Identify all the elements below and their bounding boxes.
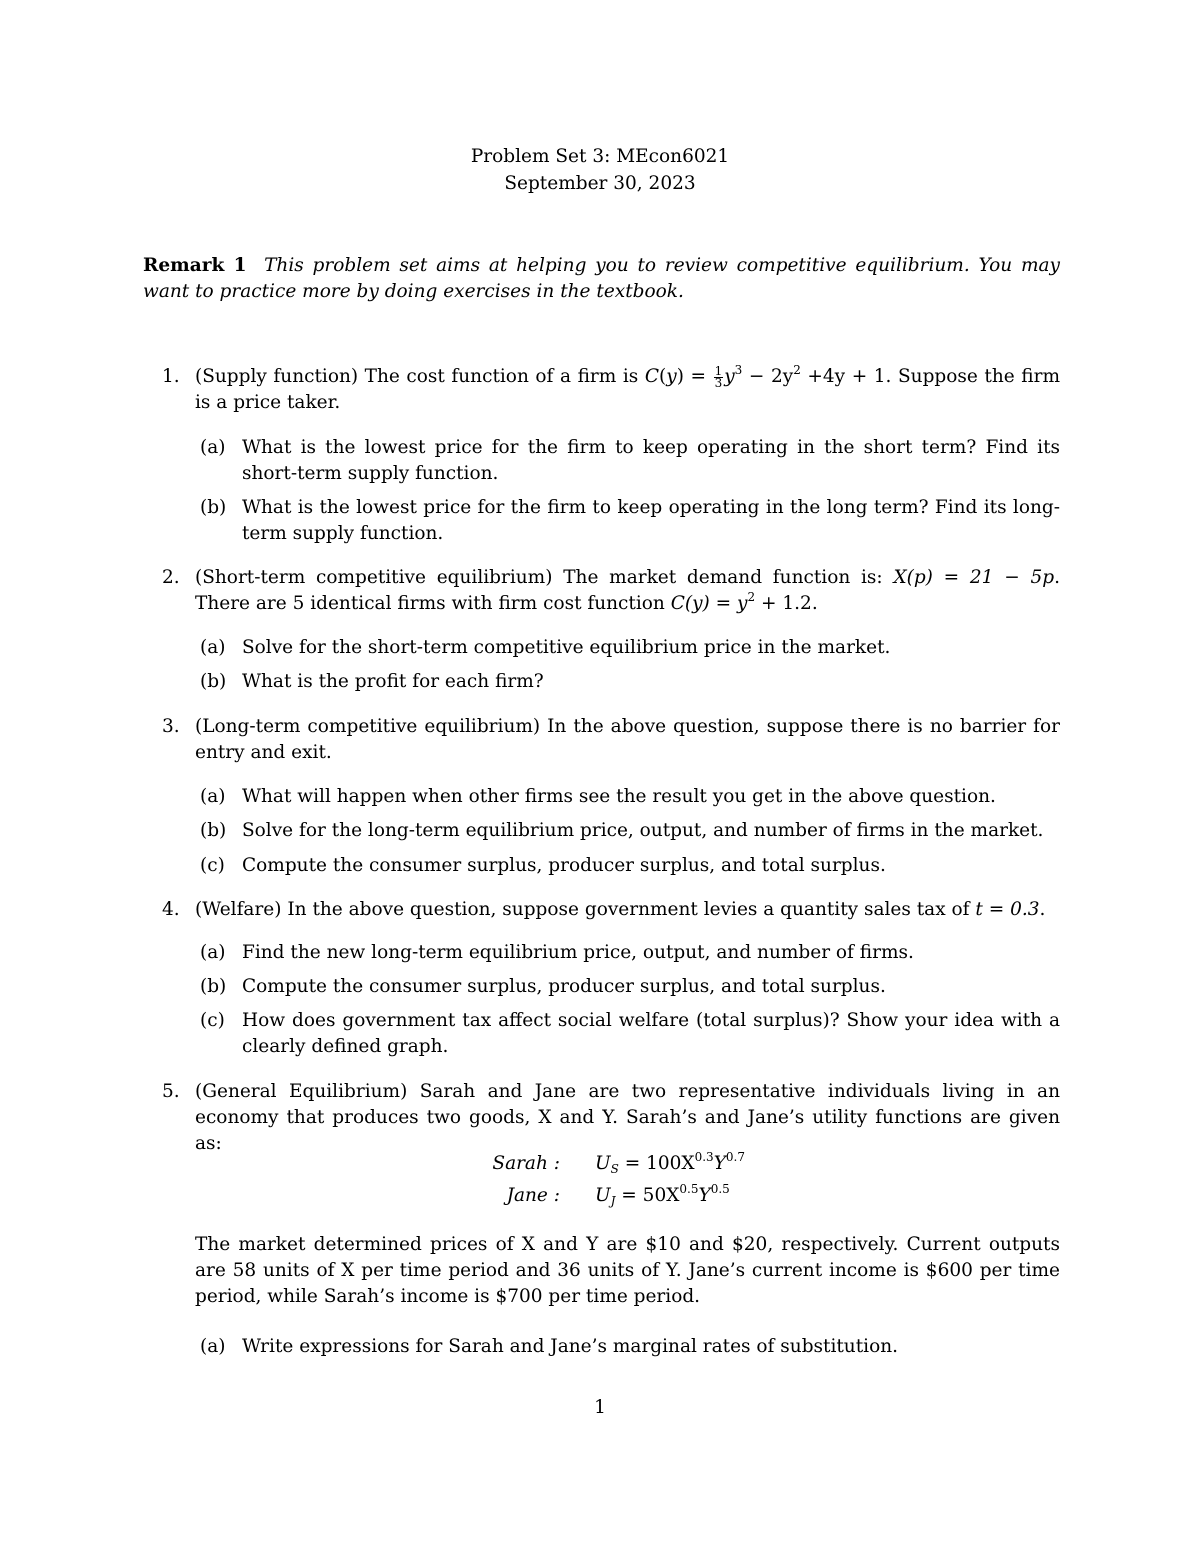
problem-text (195, 565, 1060, 617)
part-label: (b) (200, 976, 227, 997)
formula-exponent: 2 (793, 363, 801, 377)
problem-lead: (Welfare) In the above question, suppose government levies a quantity sales tax of (195, 899, 970, 920)
tax-value: t = 0.3 (975, 899, 1040, 920)
problem-text: (General Equilibrium) Sarah and Jane are two representative individuals living in an economy that produces two goods, X and Y. Sarah’s and Jane’s utility functions are given as: (195, 1081, 1060, 1154)
problem-text: (Supply function) The cost function of a firm is C(y) = $\frac{1}{3}$ $y^3 - 2y^2 +4y + 1$. Suppose the firm is a price taker. (195, 363, 1061, 413)
part-text: Find the new long-term equilibrium price, output, and number of firms. (242, 942, 914, 963)
part-text: Solve for the short-term competitive equilibrium price in the market. (242, 637, 891, 658)
problem-mid: . There are 5 identical firms with firm cost function (195, 567, 1060, 614)
problem-text (195, 897, 1060, 923)
formula-part: Y (698, 1185, 711, 1206)
problem-tail: . (811, 593, 818, 614)
remark-text: This problem set aims at helping you to review competitive equilibrium. You may want to practice more by doing exercises in the textbook. (143, 255, 1060, 302)
problem-number: 1. (162, 366, 180, 387)
remark-label: Remark 1 (143, 255, 247, 276)
formula-part: y (724, 366, 735, 387)
part-label: (a) (200, 942, 226, 963)
part-label: (b) (200, 671, 227, 692)
equation-label: Sarah : (492, 1153, 560, 1174)
equation-expression (595, 1183, 730, 1209)
problem-lead: (Supply function) The cost function of a firm is (195, 366, 639, 387)
document-title: Problem Set 3: MEcon6021 (470, 146, 730, 167)
formula-exponent: 0.3 (694, 1150, 714, 1164)
problem-number: 2. (162, 567, 180, 588)
formula-part: +4y + 1 (807, 366, 886, 387)
problem-number: 5. (162, 1081, 180, 1102)
part-text: What is the lowest price for the firm to keep operating in the short term? Find its short-term supply function. (242, 437, 1060, 484)
formula-subscript: S (610, 1162, 619, 1176)
part-label: (c) (200, 855, 225, 876)
equation-label: Jane : (506, 1185, 560, 1206)
part-label: (b) (200, 820, 227, 841)
problem-number: 4. (162, 899, 180, 920)
part-text: What is the lowest price for the firm to keep operating in the long term? Find its long-term supply function. (242, 497, 1060, 544)
formula-exponent: 0.5 (679, 1182, 699, 1196)
part-label: (a) (200, 1336, 226, 1357)
demand-function: X(p) = 21 − 5p (893, 567, 1055, 588)
problem-number: 3. (162, 716, 180, 737)
formula-part: U (595, 1153, 611, 1174)
page-number: 1 (594, 1397, 606, 1418)
part-label: (b) (200, 497, 227, 518)
part-label: (a) (200, 637, 226, 658)
formula-exponent: 3 (734, 363, 743, 377)
formula-part: = 50X (621, 1185, 680, 1206)
formula-subscript: J (610, 1194, 616, 1208)
formula-part: = 100X (624, 1153, 695, 1174)
part-text: Write expressions for Sarah and Jane’s marginal rates of substitution. (242, 1336, 899, 1357)
formula-part: U (595, 1185, 611, 1206)
formula-part: Y (713, 1153, 726, 1174)
formula-part: = (690, 366, 706, 387)
part-label: (c) (200, 1010, 225, 1031)
fraction (714, 363, 724, 390)
formula-exponent: 0.7 (725, 1150, 745, 1164)
part-text: What is the profit for each firm? (242, 671, 544, 692)
part-label: (a) (200, 786, 226, 807)
part-label: (a) (200, 437, 226, 458)
problem-text: (Long-term competitive equilibrium) In the above question, suppose there is no barrier for entry and exit. (195, 716, 1060, 763)
part-text: What will happen when other firms see the result you get in the above question. (242, 786, 996, 807)
part-text: Compute the consumer surplus, producer surplus, and total surplus. (242, 976, 886, 997)
problem-lead: (Short-term competitive equilibrium) The market demand function is: (195, 567, 883, 588)
fraction-denominator: 3 (714, 375, 723, 390)
formula-part: C (644, 366, 660, 387)
fraction-numerator: 1 (714, 363, 723, 378)
part-text: Solve for the long-term equilibrium price, output, and number of firms in the market. (242, 820, 1044, 841)
document-date: September 30, 2023 (504, 173, 696, 194)
problem-paragraph: The market determined prices of X and Y are $10 and $20, respectively. Current outputs are 58 units of X per time period and 36 units of Y. Jane’s current income is $600 per time period, while Sarah’s income is $700 per time period. (195, 1234, 1060, 1307)
formula-exponent: 2 (747, 590, 756, 604)
cost-function: C(y) = y (670, 593, 748, 614)
remark (143, 253, 1060, 305)
formula-part: y (666, 366, 677, 387)
problem-tail: . (1039, 899, 1046, 920)
problem-tail: . Suppose the firm is a price taker. (195, 366, 1061, 413)
formula-part: − 2y (748, 366, 794, 387)
part-text: How does government tax affect social welfare (total surplus)? Show your idea with a clearly defined graph. (242, 1010, 1060, 1057)
equation-expression (595, 1151, 745, 1177)
part-text: Compute the consumer surplus, producer surplus, and total surplus. (242, 855, 886, 876)
formula-part: + 1.2 (761, 593, 812, 614)
formula-exponent: 0.5 (710, 1182, 730, 1196)
